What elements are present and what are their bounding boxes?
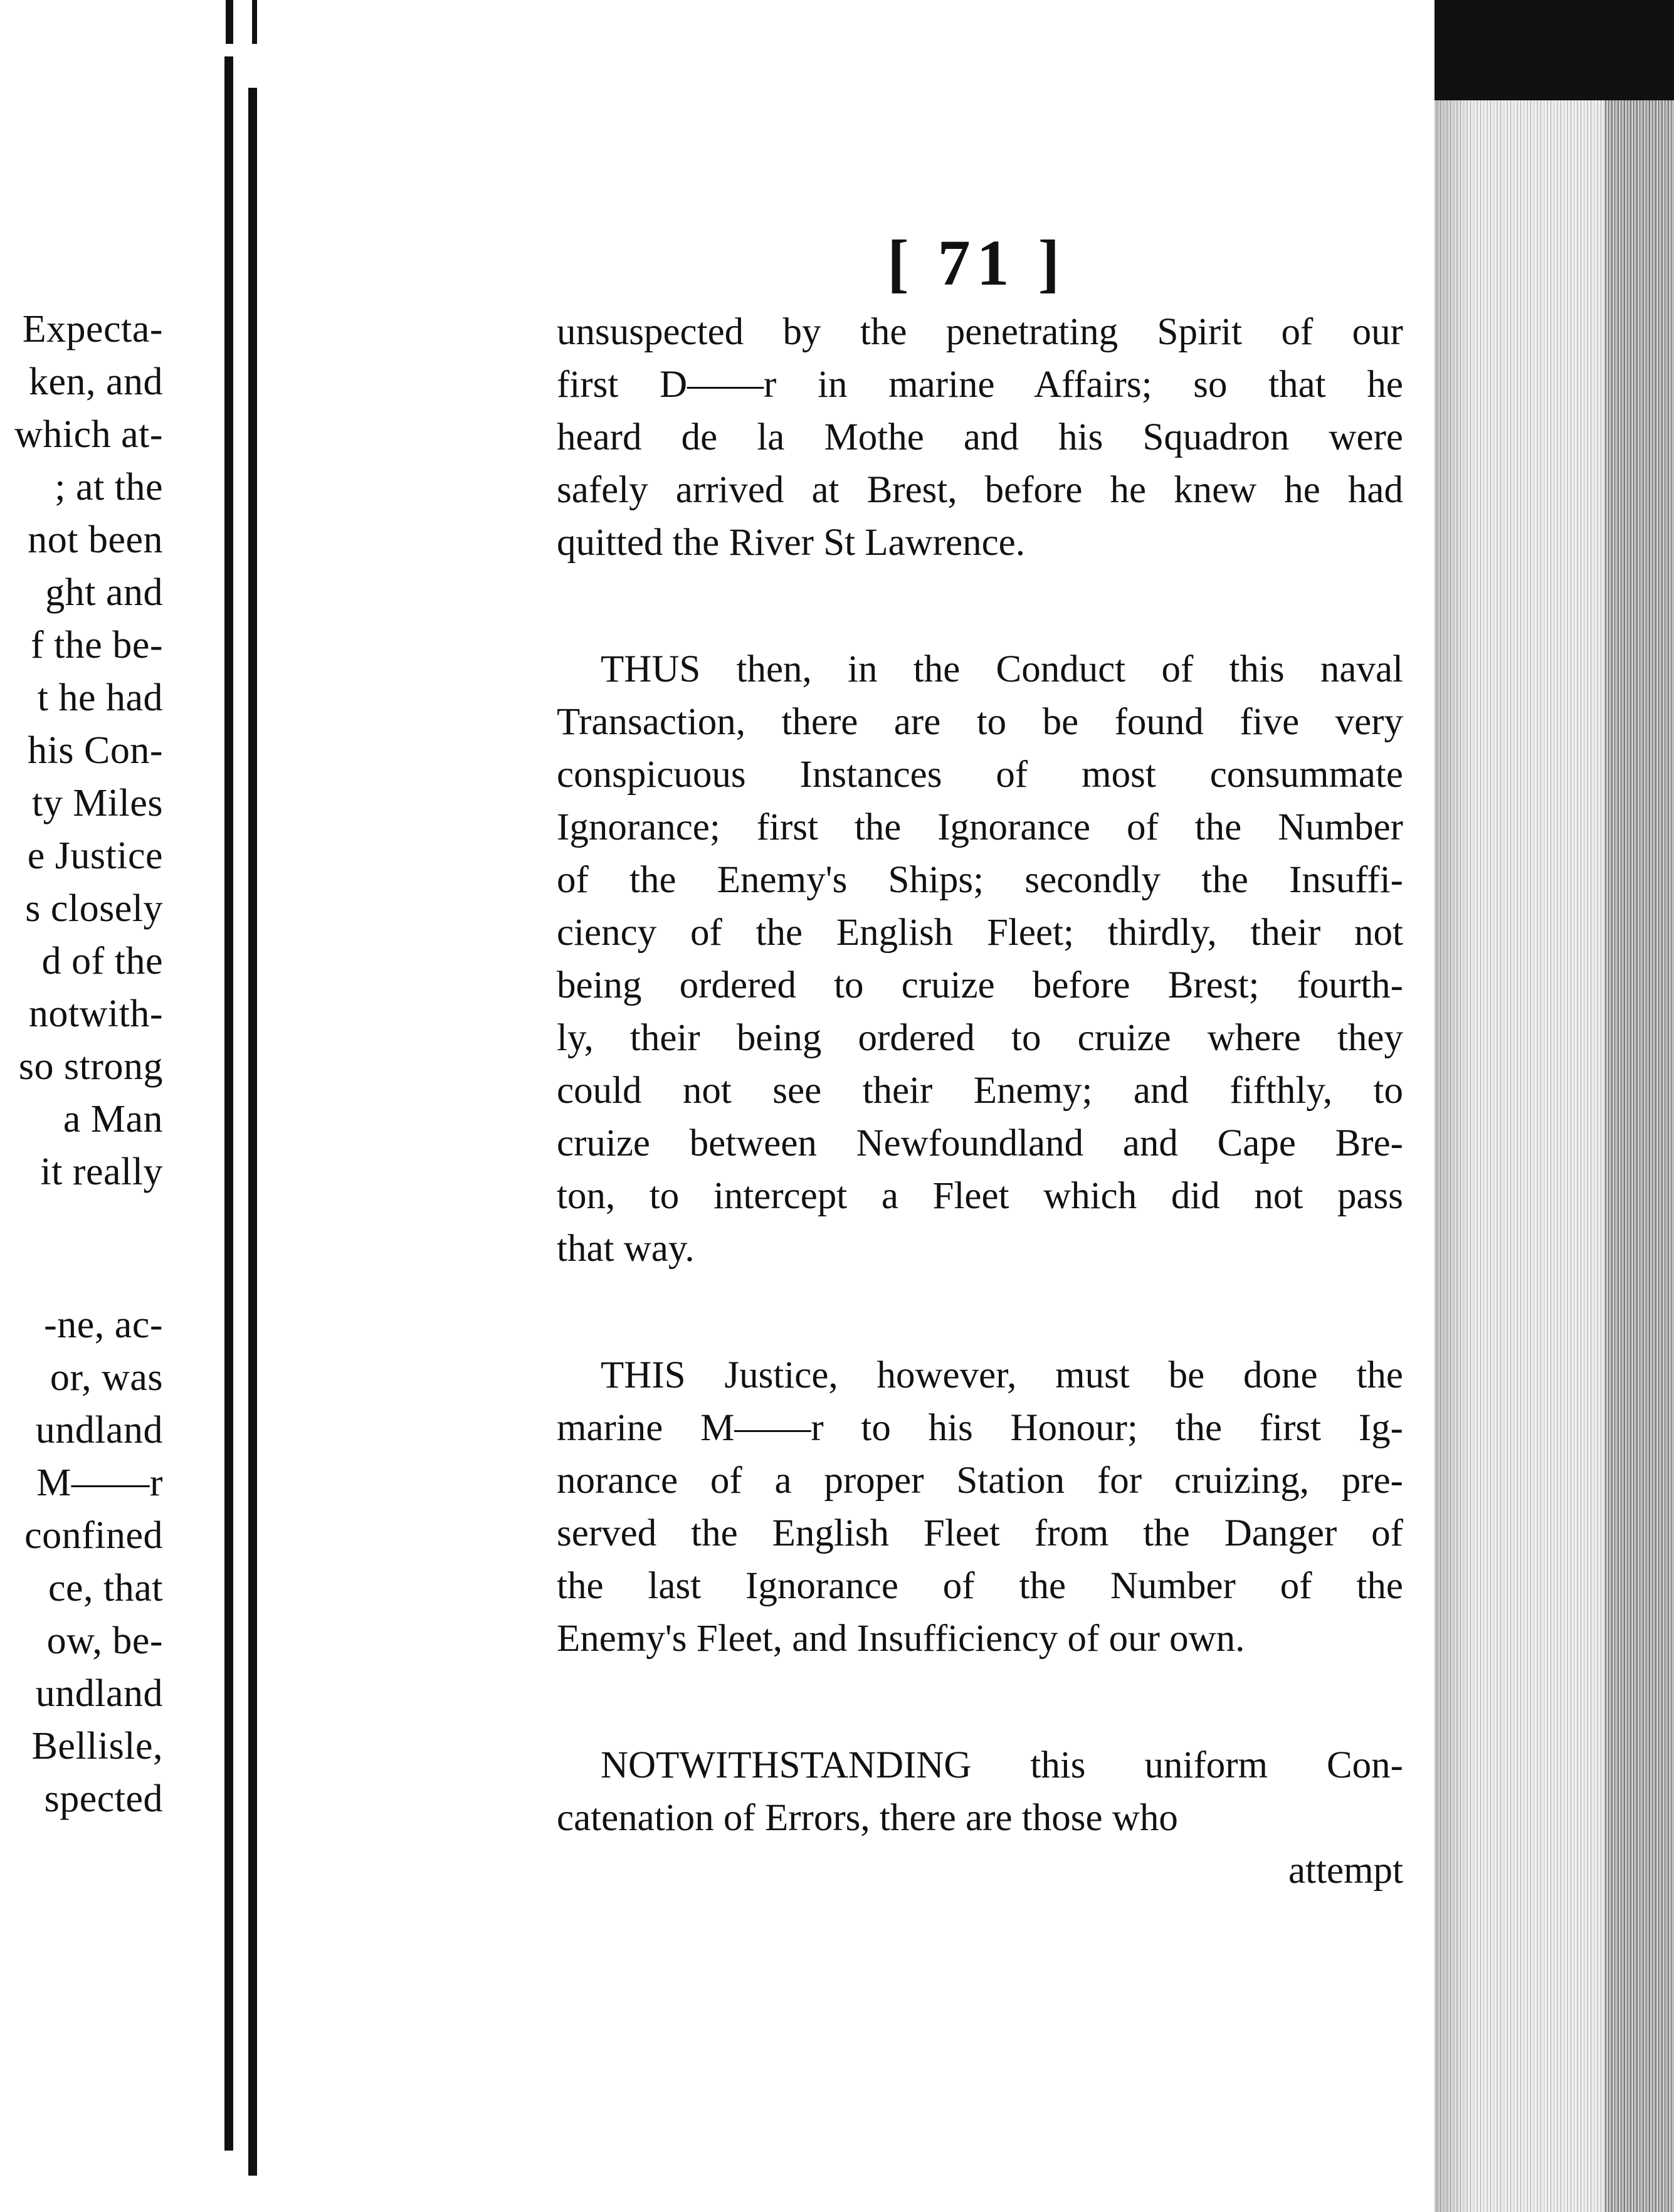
facing-page-line: confined xyxy=(24,1514,163,1557)
text-line: that way. xyxy=(557,1228,695,1270)
facing-page-line: undland xyxy=(35,1672,163,1715)
facing-page-line: it really xyxy=(40,1151,163,1193)
facing-page-line: s closely xyxy=(25,887,163,930)
catchword: attempt xyxy=(1288,1850,1403,1892)
facing-page-line: ; at the xyxy=(55,466,163,508)
facing-page-line: d of the xyxy=(41,940,163,982)
text-line: of the Enemy's Ships; secondly the Insuffi- xyxy=(557,859,1403,901)
scan-top-right-border xyxy=(1434,0,1674,100)
text-line: Enemy's Fleet, and Insufficiency of our own. xyxy=(557,1618,1245,1660)
text-line: could not see their Enemy; and fifthly, to xyxy=(557,1070,1403,1112)
text-line: the last Ignorance of the Number of the xyxy=(557,1565,1403,1607)
facing-page-line: undland xyxy=(35,1409,163,1451)
text-line: ciency of the English Fleet; thirdly, their not xyxy=(557,912,1403,954)
facing-page-fragment xyxy=(0,0,226,2212)
text-line: unsuspected by the penetrating Spirit of our xyxy=(557,311,1403,353)
text-line: conspicuous Instances of most consummate xyxy=(557,754,1403,796)
gutter-shadow-rule xyxy=(248,88,257,2176)
facing-page-line: ow, be- xyxy=(46,1620,163,1662)
facing-page-line: a Man xyxy=(63,1098,163,1140)
text-line: ton, to intercept a Fleet which did not pass xyxy=(557,1175,1403,1217)
facing-page-line: ce, that xyxy=(48,1567,163,1609)
facing-page-line: f the be- xyxy=(30,624,163,666)
facing-page-line: M——r xyxy=(36,1462,163,1504)
text-line: Ignorance; first the Ignorance of the Number xyxy=(557,806,1403,848)
text-line: norance of a proper Station for cruizing, pre- xyxy=(557,1460,1403,1502)
facing-page-line: his Con- xyxy=(28,729,163,772)
text-line: THUS then, in the Conduct of this naval xyxy=(601,648,1403,690)
facing-page-edge-rule xyxy=(224,56,233,2151)
facing-page-line: so strong xyxy=(18,1045,163,1088)
facing-page-line: spected xyxy=(44,1778,163,1820)
text-line: NOTWITHSTANDING this uniform Con- xyxy=(601,1744,1403,1786)
facing-page-line: Bellisle, xyxy=(31,1725,163,1767)
text-line: safely arrived at Brest, before he knew he had xyxy=(557,469,1403,511)
facing-page-line: ty Miles xyxy=(32,782,163,824)
text-line: marine M——r to his Honour; the first Ig- xyxy=(557,1407,1403,1449)
facing-page-line: t he had xyxy=(37,677,163,719)
facing-page-line: or, was xyxy=(50,1356,163,1399)
text-line: first D——r in marine Affairs; so that he xyxy=(557,364,1403,406)
page-number: [ 71 ] xyxy=(887,227,1066,299)
text-line: Transaction, there are to be found five very xyxy=(557,701,1403,743)
text-line: heard de la Mothe and his Squadron were xyxy=(557,416,1403,458)
text-line: cruize between Newfoundland and Cape Bre- xyxy=(557,1122,1403,1164)
text-line: ly, their being ordered to cruize where they xyxy=(557,1017,1403,1059)
main-page xyxy=(257,0,1436,2212)
facing-page-line: e Justice xyxy=(27,835,163,877)
text-line: served the English Fleet from the Danger of xyxy=(557,1512,1403,1554)
text-line: catenation of Errors, there are those who xyxy=(557,1797,1178,1839)
facing-page-line: which at- xyxy=(14,413,163,456)
facing-page-line: not been xyxy=(28,519,163,561)
facing-page-line: -ne, ac- xyxy=(44,1304,163,1346)
fore-edge-shadow xyxy=(1434,100,1472,2212)
facing-page-line: notwith- xyxy=(28,993,163,1035)
facing-page-line: ght and xyxy=(45,571,163,614)
text-line: THIS Justice, however, must be done the xyxy=(601,1354,1403,1396)
main-page-top-margin xyxy=(257,44,1434,100)
book-fore-edge-outer xyxy=(1605,100,1674,2212)
facing-page-line: Expecta- xyxy=(22,308,163,350)
facing-page-line: ken, and xyxy=(28,361,163,403)
text-line: quitted the River St Lawrence. xyxy=(557,522,1026,564)
text-line: being ordered to cruize before Brest; fourth- xyxy=(557,964,1403,1006)
